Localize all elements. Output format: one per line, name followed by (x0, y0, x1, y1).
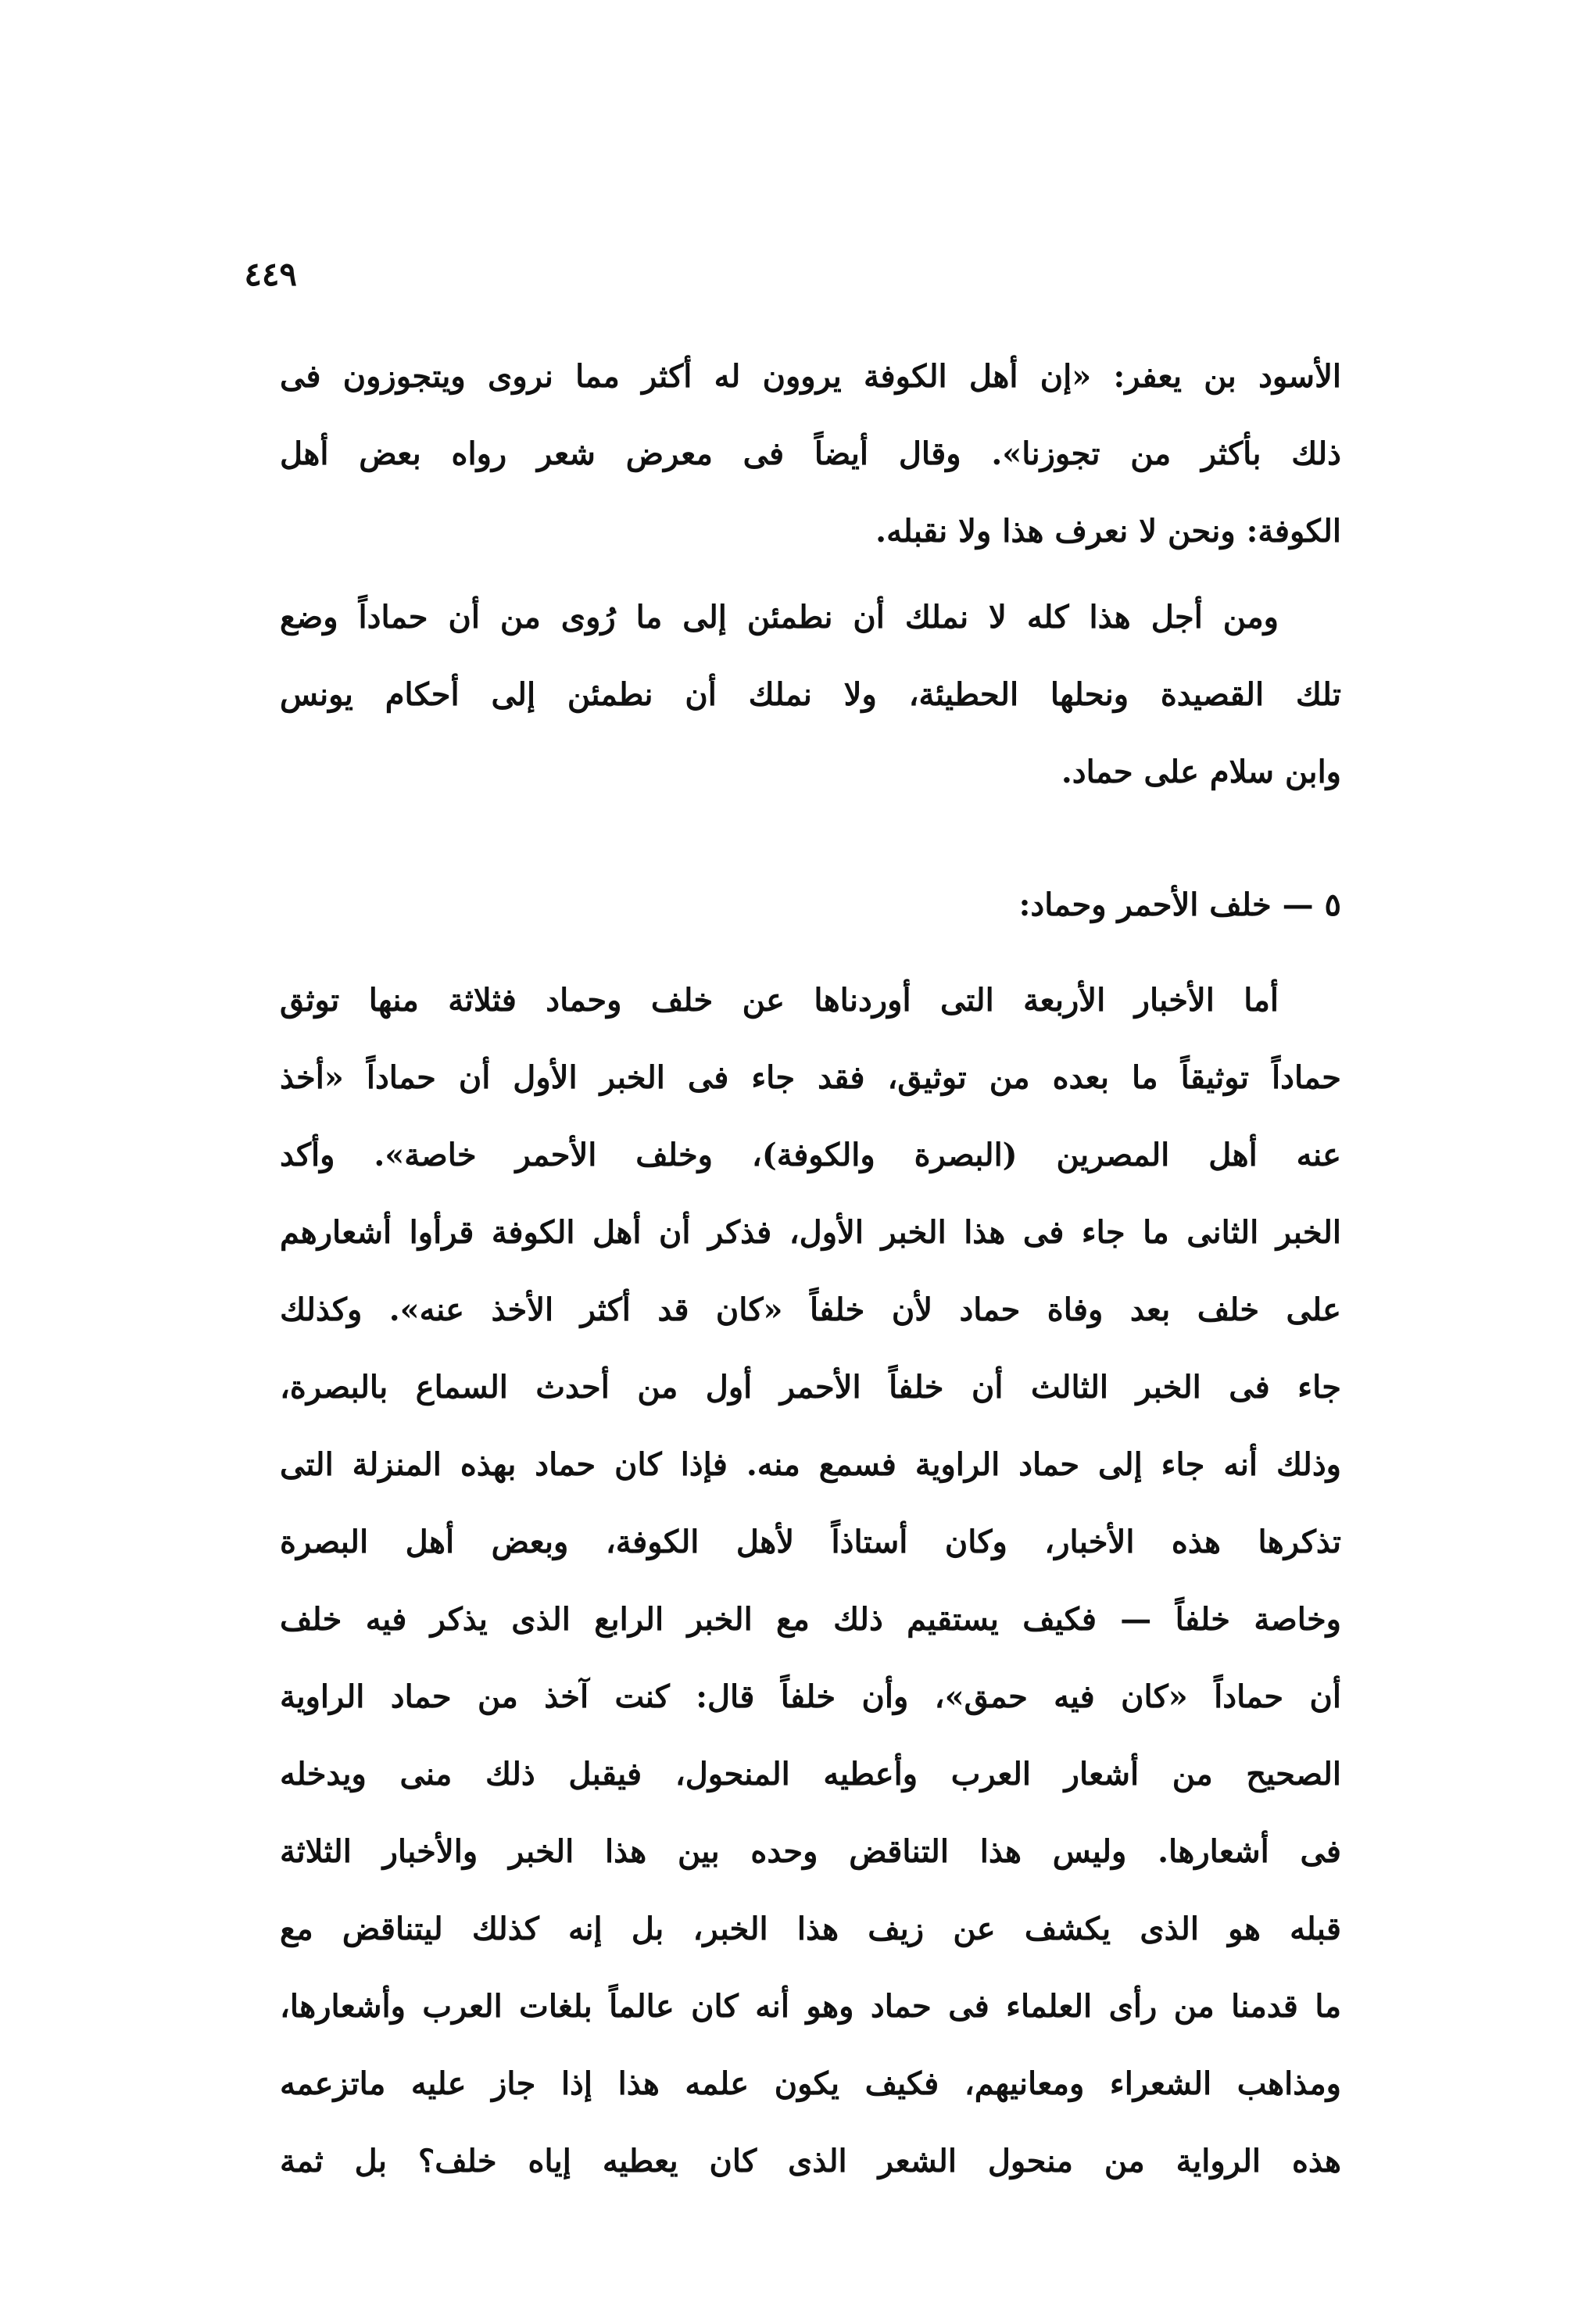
paragraph-line: ومن أجل هذا كله لا نملك أن نطمئن إلى ما رُوى من أن حماداً وضع (280, 599, 1279, 636)
paragraph-2 (280, 578, 1341, 811)
paragraph-line: تلك القصيدة ونحلها الحطيئة، ولا نملك أن نطمئن إلى أحكام يونس (280, 676, 1341, 713)
paragraph-line: تذكرها هذه الأخبار، وكان أستاذاً لأهل الكوفة، وبعض أهل البصرة (280, 1524, 1341, 1560)
paragraph-line: فى أشعارها. وليس هذا التناقض وحده بين هذا الخبر والأخبار الثلاثة (280, 1833, 1341, 1870)
paragraph-line: الكوفة: ونحن لا نعرف هذا ولا نقبله. (875, 513, 1341, 550)
paragraph-line: ومذاهب الشعراء ومعانيهم، فكيف يكون علمه هذا إذا جاز عليه ماتزعمه (280, 2065, 1341, 2102)
paragraph-line: أما الأخبار الأربعة التى أوردناها عن خلف وحماد فثلاثة منها توثق (280, 982, 1279, 1019)
paragraph-line: أن حماداً «كان فيه حمق»، وأن خلفاً قال: كنت آخذ من حماد الراوية (280, 1678, 1341, 1715)
paragraph-line: حماداً توثيقاً ما بعده من توثيق، فقد جاء فى الخبر الأول أن حماداً «أخذ (280, 1059, 1341, 1096)
paragraph-line: الأسود بن يعفر: «إن أهل الكوفة يروون له أكثر مما نروى ويتجوزون فى (280, 358, 1341, 395)
paragraph-line: قبله هو الذى يكشف عن زيف هذا الخبر، بل إنه كذلك ليتناقض مع (280, 1911, 1341, 1947)
paragraph-line: هذه الرواية من منحول الشعر الذى كان يعطيه إياه خلف؟ بل ثمة (280, 2143, 1341, 2179)
section-paragraph (280, 962, 1341, 2200)
paragraph-line: عنه أهل المصرين (البصرة والكوفة)، وخلف الأحمر خاصة». وأكد (280, 1137, 1341, 1173)
paragraph-line: على خلف بعد وفاة حماد لأن خلفاً «كان قد أكثر الأخذ عنه». وكذلك (280, 1291, 1341, 1328)
paragraph-line: الخبر الثانى ما جاء فى هذا الخبر الأول، فذكر أن أهل الكوفة قرأوا أشعارهم (280, 1214, 1341, 1251)
paragraph-line: وخاصة خلفاً — فكيف يستقيم ذلك مع الخبر الرابع الذى يذكر فيه خلف (280, 1601, 1341, 1638)
paragraph-line: الصحيح من أشعار العرب وأعطيه المنحول، فيقبل ذلك منى ويدخله (280, 1756, 1341, 1793)
paragraph-line: وابن سلام على حماد. (1061, 754, 1341, 790)
paragraph-line: ذلك بأكثر من تجوزنا». وقال أيضاً فى معرض شعر رواه بعض أهل (280, 435, 1341, 472)
page-number: ٤٤٩ (244, 255, 297, 293)
section-heading: ٥ — خلف الأحمر وحماد: (1018, 886, 1341, 923)
paragraph-line: ما قدمنا من رأى العلماء فى حماد وهو أنه كان عالماً بلغات العرب وأشعارها، (280, 1988, 1341, 2025)
paragraph-line: وذلك أنه جاء إلى حماد الراوية فسمع منه. فإذا كان حماد بهذه المنزلة التى (280, 1446, 1341, 1483)
paragraph-1 (280, 338, 1341, 570)
paragraph-line: جاء فى الخبر الثالث أن خلفاً الأحمر أول من أحدث السماع بالبصرة، (280, 1369, 1341, 1406)
